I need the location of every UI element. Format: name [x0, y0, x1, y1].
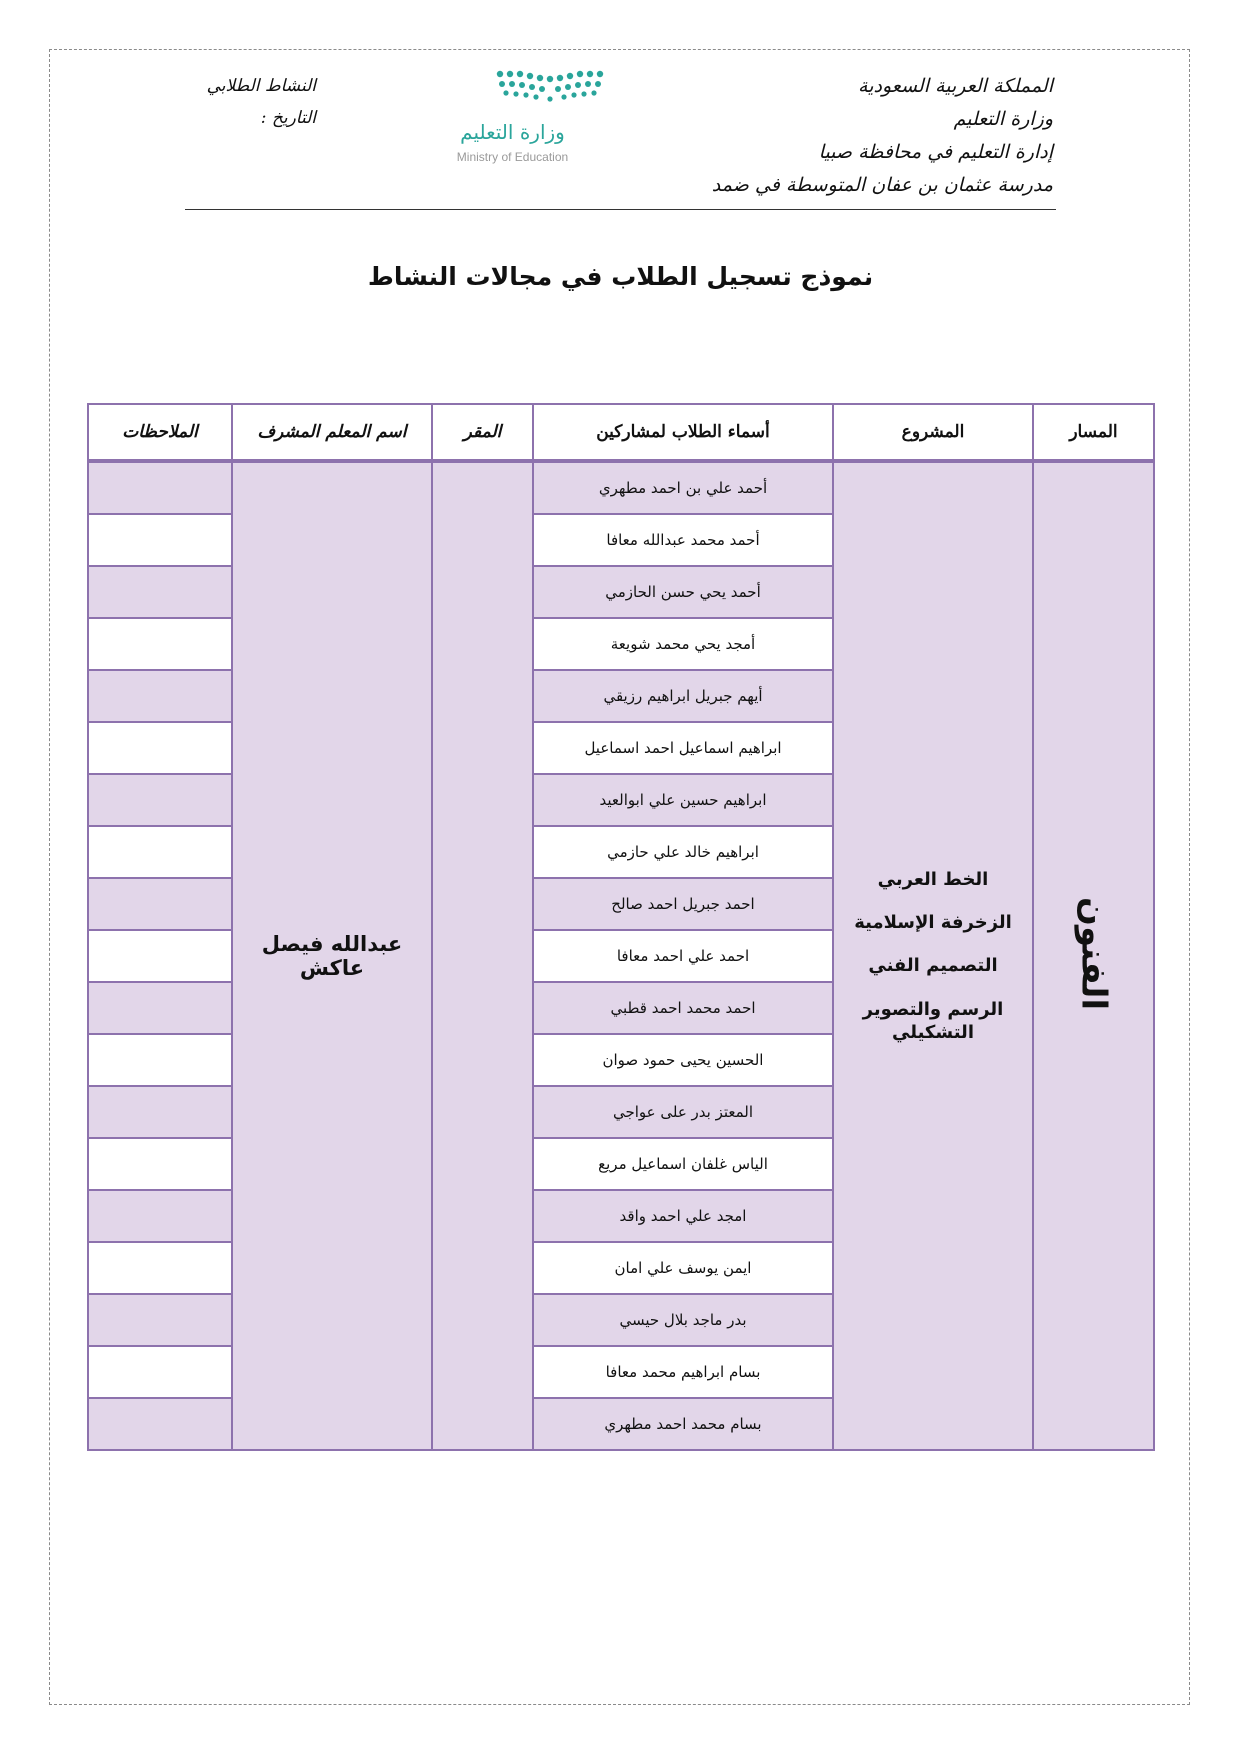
notes-cell [88, 461, 232, 514]
notes-cell [88, 982, 232, 1034]
header-activity-info [186, 70, 316, 134]
logo-english-text: Ministry of Education [456, 150, 569, 164]
header-ministry-info [712, 70, 1053, 202]
student-name: بسام ابراهيم محمد معافا [533, 1346, 833, 1398]
student-name: امجد علي احمد واقد [533, 1190, 833, 1242]
supervisor-name: عبدالله فيصل عاكش [261, 932, 403, 980]
table-header-row [88, 404, 1154, 461]
track-cell [1033, 461, 1154, 1450]
student-name: أمجد يحي محمد شويعة [533, 618, 833, 670]
notes-cell [88, 566, 232, 618]
registration-table [87, 403, 1155, 1451]
header-notes: الملاحظات [88, 404, 232, 461]
notes-cell [88, 1398, 232, 1450]
notes-cell [88, 670, 232, 722]
notes-cell [88, 774, 232, 826]
header-supervisor: اسم المعلم المشرف [232, 404, 432, 461]
notes-cell [88, 1034, 232, 1086]
student-name: ابراهيم حسين علي ابوالعيد [533, 774, 833, 826]
notes-cell [88, 618, 232, 670]
header-line-directorate: إدارة التعليم في محافظة صبيا [818, 141, 1053, 163]
header-divider [185, 209, 1056, 210]
header-students: أسماء الطلاب لمشاركين [533, 404, 833, 461]
notes-cell [88, 1138, 232, 1190]
header-location: المقر [432, 404, 533, 461]
notes-cell [88, 1294, 232, 1346]
student-name: بسام محمد احمد مطهري [533, 1398, 833, 1450]
notes-cell [88, 1242, 232, 1294]
location-cell [432, 461, 533, 1450]
notes-cell [88, 826, 232, 878]
student-name: ابراهيم اسماعيل احمد اسماعيل [533, 722, 833, 774]
project-item: التصميم الفني [868, 955, 998, 977]
form-title: نموذج تسجيل الطلاب في مجالات النشاط [367, 262, 874, 291]
header-date-label: التاريخ : [260, 108, 316, 128]
notes-cell [88, 930, 232, 982]
header-activity-label: النشاط الطلابي [206, 76, 316, 96]
notes-cell [88, 514, 232, 566]
project-cell [833, 461, 1033, 1450]
student-name: أيهم جبريل ابراهيم رزيقي [533, 670, 833, 722]
notes-cell [88, 1346, 232, 1398]
student-name: الحسين يحيى حمود صوان [533, 1034, 833, 1086]
student-name: أحمد علي بن احمد مطهري [533, 461, 833, 514]
notes-cell [88, 878, 232, 930]
student-name: احمد محمد احمد قطبي [533, 982, 833, 1034]
student-name: بدر ماجد بلال حيسي [533, 1294, 833, 1346]
student-name: احمد جبريل احمد صالح [533, 878, 833, 930]
student-name: أحمد يحي حسن الحازمي [533, 566, 833, 618]
track-label: الفنون [1073, 897, 1114, 1011]
student-name: المعتز بدر على عواجي [533, 1086, 833, 1138]
header-line-country: المملكة العربية السعودية [858, 75, 1053, 97]
project-item: الرسم والتصوير التشكيلي [862, 998, 1004, 1044]
header-project: المشروع [833, 404, 1033, 461]
notes-cell [88, 1086, 232, 1138]
student-name: أحمد محمد عبدالله معافا [533, 514, 833, 566]
student-name: ابراهيم خالد علي حازمي [533, 826, 833, 878]
student-name: ايمن يوسف علي امان [533, 1242, 833, 1294]
header-line-school: مدرسة عثمان بن عفان المتوسطة في ضمد [711, 174, 1053, 196]
student-name: احمد علي احمد معافا [533, 930, 833, 982]
project-item: الخط العربي [877, 868, 989, 890]
student-name: الياس غلفان اسماعيل مريع [533, 1138, 833, 1190]
project-item: الزخرفة الإسلامية [854, 911, 1012, 933]
logo-arabic-text: وزارة التعليم [460, 120, 565, 144]
header-line-ministry: وزارة التعليم [953, 108, 1053, 130]
supervisor-cell [232, 461, 432, 1450]
header-track: المسار [1033, 404, 1154, 461]
notes-cell [88, 1190, 232, 1242]
table-row [88, 461, 1154, 514]
notes-cell [88, 722, 232, 774]
